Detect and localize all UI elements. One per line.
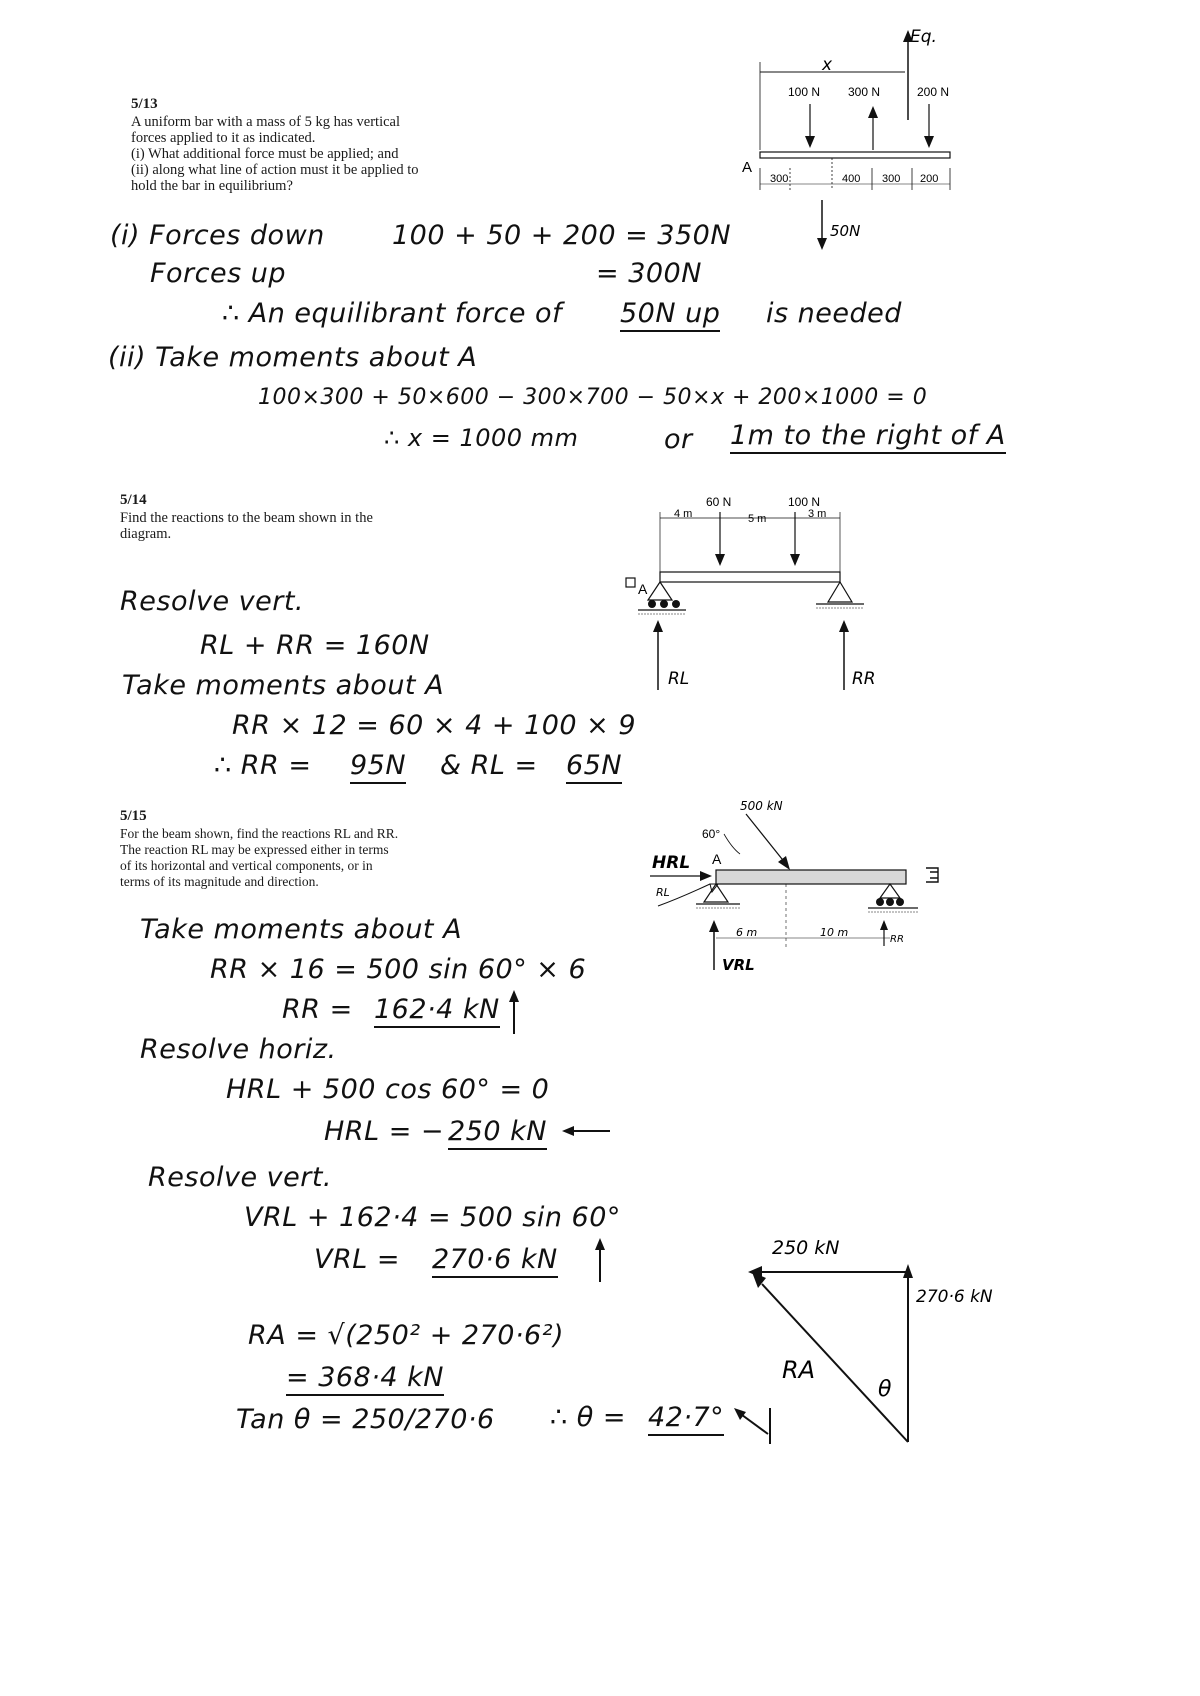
fig13-weight-label: 50N [830, 222, 861, 240]
fig15-hrl-label: HRL [652, 853, 691, 873]
sol13-line3c: is needed [766, 298, 902, 329]
fig13-force-200: 200 N [917, 85, 950, 99]
fig15-load-label: 500 kN [740, 799, 783, 813]
fig15-dim-10m: 10 m [820, 926, 849, 939]
problem-number-5-14: 5/14 [120, 492, 147, 508]
sol15-line7: Resolve vert. [148, 1162, 332, 1193]
sol14-line3: Take moments about A [122, 670, 445, 701]
sol15-line10: RA = √(250² + 270·6²) [248, 1320, 565, 1351]
sol14-line5b: 95N [350, 750, 406, 784]
fig14-force-60: 60 N [706, 495, 732, 509]
fig13-x-label: x [822, 55, 833, 75]
sol15-line6b: 250 kN [448, 1116, 547, 1150]
sol13-line4: (ii) Take moments about A [108, 342, 478, 373]
triangle-r-label: RA [782, 1356, 816, 1384]
sol15-line9a: VRL = [314, 1244, 400, 1275]
fig13-eq-label: Eq. [910, 27, 937, 47]
sol14-line4: RR × 12 = 60 × 4 + 100 × 9 [232, 710, 637, 741]
sol15-line5: HRL + 500 cos 60° = 0 [226, 1074, 550, 1105]
up-arrow-icon [506, 990, 522, 1036]
sol13-line6b: or [664, 424, 693, 455]
sol15-line11: = 368·4 kN [286, 1362, 444, 1396]
fig13-dim-200: 200 [920, 173, 939, 185]
figure-5-14 [620, 490, 900, 695]
sol15-line4: Resolve horiz. [140, 1034, 337, 1065]
fig14-rr-label: RR [852, 669, 876, 689]
left-arrow-icon [562, 1124, 612, 1138]
problem-text-5-14: Find the reactions to the beam shown in the diagram. [120, 510, 373, 542]
sol15-line12: Tan θ = 250/270·6 [236, 1404, 495, 1435]
figure-5-13 [730, 20, 960, 260]
sol13-line6a: ∴ x = 1000 mm [384, 424, 579, 452]
fig14-dim-3m: 3 m [808, 508, 827, 520]
sol14-line1: Resolve vert. [120, 586, 304, 617]
fig13-force-300: 300 N [848, 85, 881, 99]
fig14-dim-5m: 5 m [748, 513, 767, 525]
sol15-line13b: 42·7° [648, 1402, 724, 1436]
fig15-dim-6m: 6 m [736, 926, 758, 939]
sol13-line5: 100×300 + 50×600 − 300×700 − 50×x + 200×1000 = 0 [258, 385, 928, 410]
sol14-line2: RL + RR = 160N [200, 630, 430, 661]
fig13-dim-300b: 300 [882, 173, 901, 185]
sol15-line3b: 162·4 kN [374, 994, 500, 1028]
sol15-line9b: 270·6 kN [432, 1244, 558, 1278]
triangle-h-label: 250 kN [772, 1237, 840, 1259]
sol13-line3a: ∴ An equilibrant force of [222, 298, 563, 329]
fig14-rl-label: RL [668, 669, 690, 689]
fig13-force-100: 100 N [788, 85, 821, 99]
force-triangle [740, 1232, 1000, 1472]
sol15-line3a: RR = [282, 994, 353, 1025]
sol13-line2b: = 300N [596, 258, 702, 289]
fig15-rr-label: RR [890, 934, 904, 945]
fig15-a-label: A [712, 851, 722, 867]
fig13-a-label: A [742, 159, 753, 176]
sol15-line2: RR × 16 = 500 sin 60° × 6 [210, 954, 587, 985]
sol14-line5c: & RL = [440, 750, 538, 781]
problem-text-5-15: For the beam shown, find the reactions RL and RR. The reaction RL may be expressed either in terms of its horizontal and vertical components, or in terms of its magnitude and direction. [120, 826, 399, 889]
fig13-dim-400: 400 [842, 173, 861, 185]
sol15-line13a: ∴ θ = [550, 1402, 626, 1433]
fig13-dim-300a: 300 [770, 173, 789, 185]
problem-text-5-13: A uniform bar with a mass of 5 kg has vertical forces applied to it as indicated. (i) What additional force must be applied; and (ii) along what line of action must it be applied to hold the bar in equilibrium? [131, 114, 419, 194]
fig15-angle-label: 60° [702, 827, 721, 841]
sol15-line8: VRL + 162·4 = 500 sin 60° [244, 1202, 621, 1233]
fig14-a-label: A [638, 581, 648, 597]
sol13-line1a: (i) Forces down [110, 220, 325, 251]
sol15-line6a: HRL = − [324, 1116, 445, 1147]
fig14-force-100: 100 N [788, 495, 821, 509]
fig15-vrl-label: VRL [722, 956, 755, 974]
sol13-line1b: 100 + 50 + 200 = 350N [392, 220, 732, 251]
problem-number-5-13: 5/13 [131, 96, 158, 112]
sol13-line6c: 1m to the right of A [730, 420, 1006, 454]
fig14-dim-4m: 4 m [674, 508, 693, 520]
triangle-theta-label: θ [878, 1377, 892, 1402]
figure-5-15 [640, 798, 960, 988]
sol15-line1: Take moments about A [140, 914, 463, 945]
triangle-v-label: 270·6 kN [916, 1287, 993, 1307]
sol14-line5d: 65N [566, 750, 622, 784]
sol14-line5a: ∴ RR = [214, 750, 312, 781]
fig15-rl-label: RL [656, 886, 670, 899]
sol13-line3b: 50N up [620, 298, 720, 332]
sol13-line2a: Forces up [150, 258, 287, 289]
up-arrow-icon [592, 1238, 608, 1284]
problem-number-5-15: 5/15 [120, 808, 147, 824]
